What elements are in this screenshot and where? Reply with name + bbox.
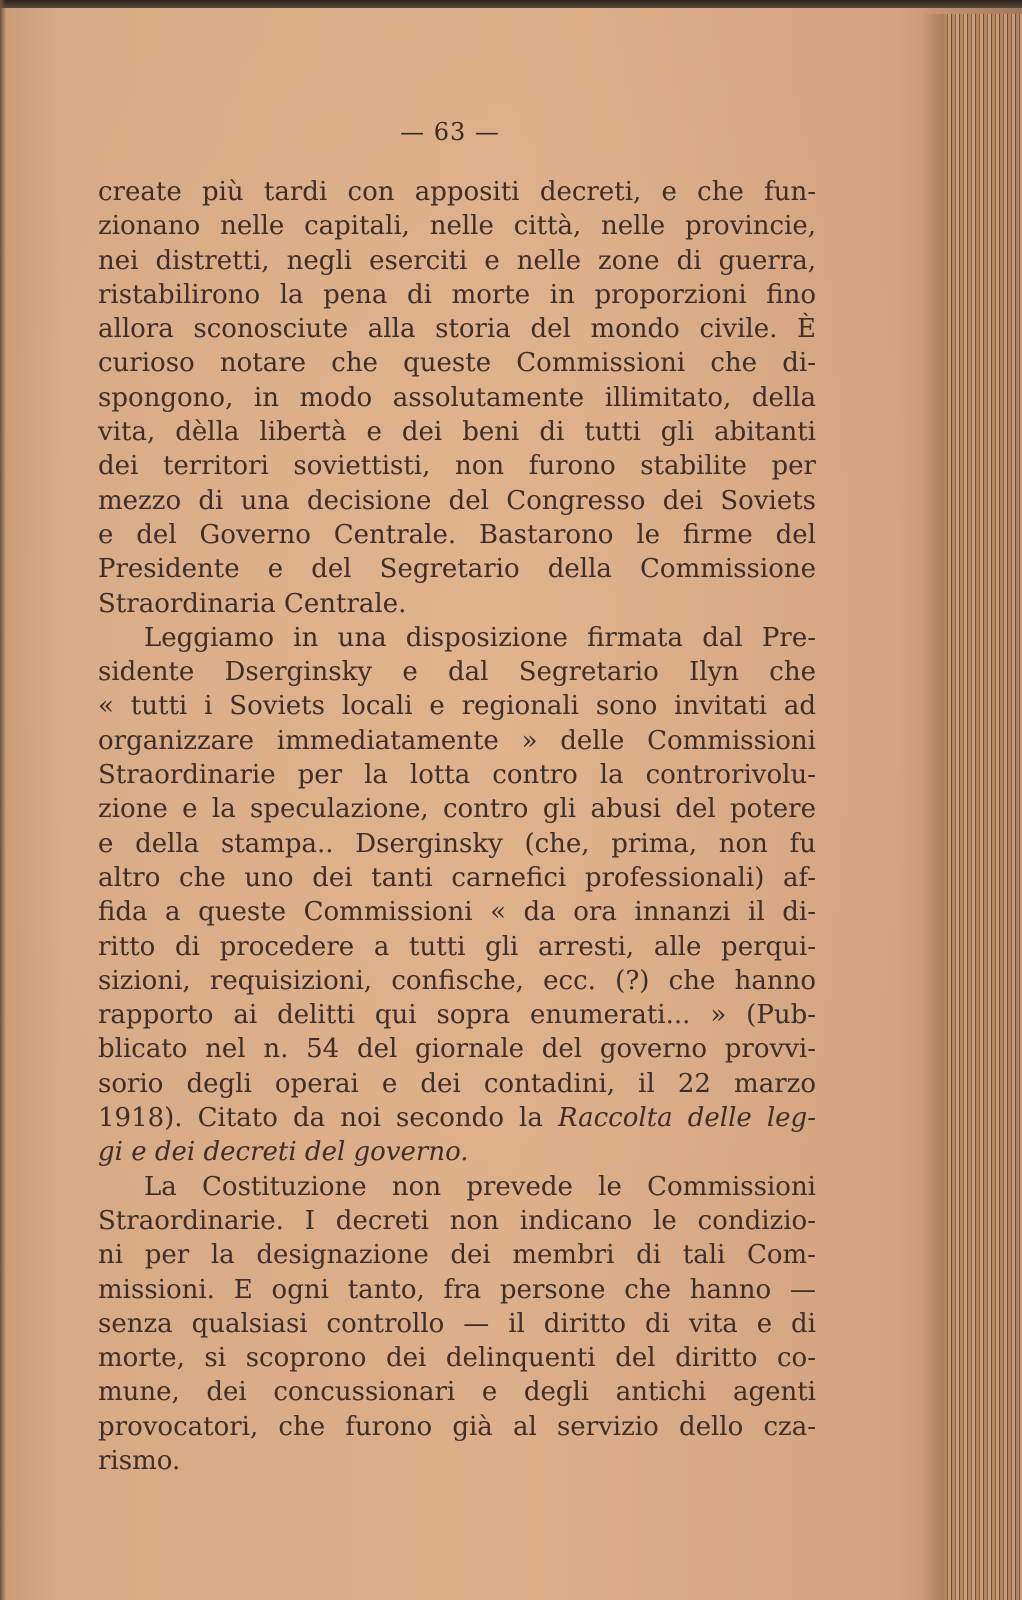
text-line: rapporto ai delitti qui sopra enumerati... » (Pub- <box>98 1000 816 1031</box>
text-line: « tutti i Soviets locali e regionali sono invitati ad <box>98 691 816 722</box>
text-line: Straordinaria Centrale. <box>98 588 407 619</box>
text-line: ni per la designazione dei membri di tali Com- <box>98 1240 816 1271</box>
citation-text: 1918). Citato da noi secondo la <box>98 1103 558 1134</box>
text-line: curioso notare che queste Commissioni che di- <box>98 348 816 379</box>
text-line: allora sconosciute alla storia del mondo civile. È <box>98 314 816 345</box>
text-line: altro che uno dei tanti carnefici professionali) af- <box>98 862 816 893</box>
text-line: sorio degli operai e dei contadini, il 22 marzo <box>98 1068 816 1099</box>
text-line: zione e la speculazione, contro gli abusi del potere <box>98 794 816 825</box>
citation-title-italic: Raccolta delle leg- <box>557 1103 816 1134</box>
text-line: Straordinarie per la lotta contro la controrivolu- <box>98 760 816 791</box>
text-line: organizzare immediatamente » delle Commissioni <box>98 725 816 756</box>
text-line: create più tardi con appositi decreti, e che fun- <box>98 177 816 207</box>
text-line: sidente Dserginsky e dal Segretario Ilyn che <box>98 657 816 688</box>
text-line: mezzo di una decisione del Congresso dei Soviets <box>98 485 816 516</box>
text-line: provocatori, che furono già al servizio dello cza- <box>98 1411 816 1442</box>
body-text <box>98 175 816 1478</box>
text-line: dei territori soviettisti, non furono stabilite per <box>98 451 816 482</box>
citation-title-italic-continued: gi e dei decreti del governo. <box>98 1137 469 1168</box>
page-left-edge <box>0 0 6 1600</box>
page-top-edge <box>0 0 1022 8</box>
text-line: sizioni, requisizioni, confische, ecc. (?) che hanno <box>98 965 816 996</box>
text-line: ritto di procedere a tutti gli arresti, alle perqui- <box>98 931 816 962</box>
text-line: missioni. E ogni tanto, fra persone che hanno — <box>98 1274 816 1305</box>
text-line: fida a queste Commissioni « da ora innanzi il di- <box>98 897 816 928</box>
text-line-citation <box>98 1101 816 1135</box>
text-line: e della stampa.. Dserginsky (che, prima, non fu <box>98 828 816 859</box>
text-line: zionano nelle capitali, nelle città, nelle provincie, <box>98 211 816 242</box>
text-line: Leggiamo in una disposizione firmata dal Pre- <box>144 622 816 653</box>
text-line: nei distretti, negli eserciti e nelle zone di guerra, <box>98 245 816 276</box>
text-line: morte, si scoprono dei delinquenti del diritto co- <box>98 1343 816 1374</box>
text-line: Straordinarie. I decreti non indicano le condizio- <box>98 1205 816 1236</box>
text-line: rismo. <box>98 1445 181 1476</box>
text-line: ristabilirono la pena di morte in proporzioni fino <box>98 279 816 310</box>
text-line: spongono, in modo assolutamente illimitato, della <box>98 382 816 413</box>
page-number: — 63 — <box>400 118 500 146</box>
text-line: Presidente e del Segretario della Commissione <box>98 554 816 585</box>
text-line: e del Governo Centrale. Bastarono le firme del <box>98 519 816 550</box>
text-line: La Costituzione non prevede le Commissioni <box>144 1171 816 1202</box>
text-line: vita, dèlla libertà e dei beni di tutti gli abitanti <box>98 417 816 448</box>
page-edges-stack <box>944 14 1022 1600</box>
text-line: senza qualsiasi controllo — il diritto di vita e di <box>98 1308 816 1339</box>
text-line: mune, dei concussionari e degli antichi agenti <box>98 1377 816 1408</box>
text-line: blicato nel n. 54 del giornale del governo provvi- <box>98 1034 816 1065</box>
